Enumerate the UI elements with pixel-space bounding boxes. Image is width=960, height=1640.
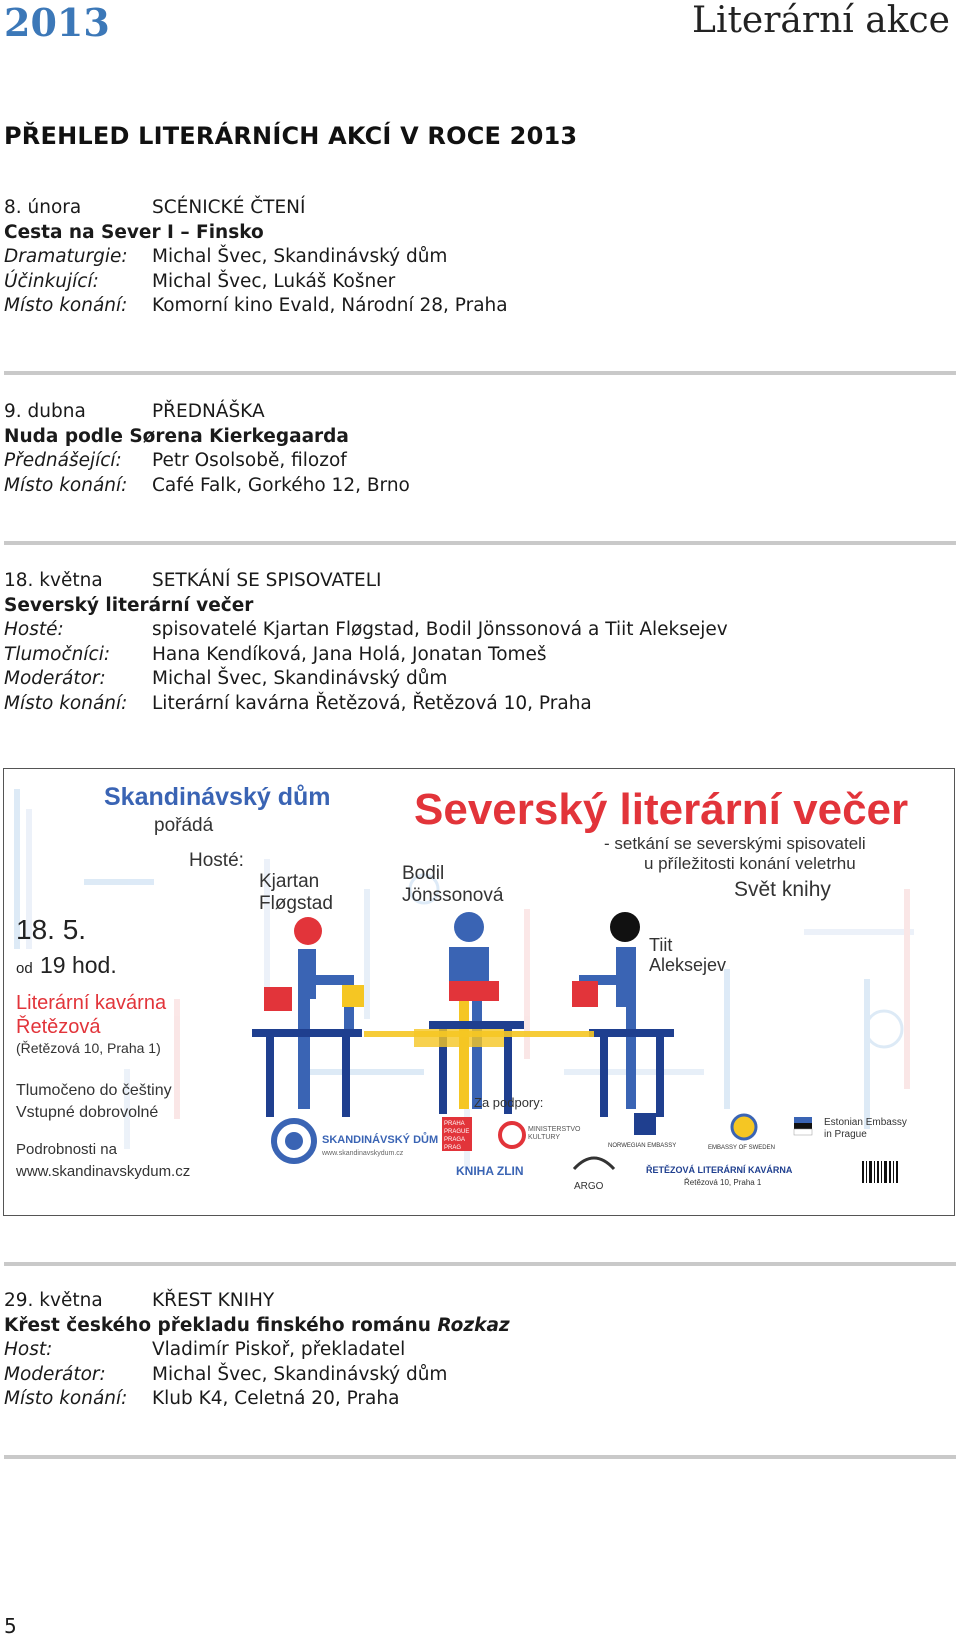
field-label: Hosté:	[4, 619, 64, 640]
poster-guest1-b: Fløgstad	[259, 893, 333, 914]
field-value: Literární kavárna Řetězová, Řetězová 10, Praha	[152, 692, 592, 714]
poster-time-prefix: od	[16, 960, 33, 977]
logo-praha-3: PRAGA	[444, 1137, 466, 1143]
field-value: Michal Švec, Skandinávský dům	[152, 1363, 448, 1385]
event-title: Nuda podle Sørena Kierkegaarda	[4, 425, 349, 447]
event-type: KŘEST KNIHY	[152, 1290, 275, 1311]
logo-kniha-zlin: KNIHA ZLIN	[456, 1164, 524, 1178]
event-1	[4, 196, 944, 319]
poster-figure-2	[414, 912, 524, 1114]
logo-norwegian-embassy	[634, 1113, 656, 1135]
separator	[4, 541, 956, 545]
page-number: 5	[4, 1614, 17, 1638]
logo-praha-2: PRAGUE	[444, 1129, 470, 1135]
event-date: 18. května	[4, 570, 103, 591]
poster-note-1: Tlumočeno do češtiny	[16, 1082, 172, 1099]
event-title	[4, 1314, 944, 1339]
field-label: Host:	[4, 1339, 53, 1360]
field-value: Michal Švec, Skandinávský dům	[152, 668, 448, 689]
event-date: 9. dubna	[4, 401, 86, 422]
event-date: 29. května	[4, 1290, 103, 1311]
poster-venue-1: Literární kavárna	[16, 992, 167, 1014]
poster-org: Skandinávský dům	[104, 783, 331, 811]
field-value: Klub K4, Celetná 20, Praha	[152, 1388, 400, 1409]
event-title-book: Rozkaz	[437, 1314, 510, 1336]
poster-venue-address: (Řetězová 10, Praha 1)	[16, 1040, 161, 1056]
separator	[4, 1262, 956, 1266]
field-value: spisovatelé Kjartan Fløgstad, Bodil Jönssonová a Tiit Aleksejev	[152, 619, 728, 640]
poster-date: 18. 5.	[16, 914, 87, 945]
field-label: Místo konání:	[4, 295, 128, 316]
logo-sd-url: www.skandinavskydum.cz	[322, 1150, 404, 1157]
logo-ret-1: ŘETĚZOVÁ LITERÁRNÍ KAVÁRNA	[646, 1165, 793, 1175]
poster-subtitle-2: u příležitosti konání veletrhu	[644, 854, 856, 873]
separator	[4, 1455, 956, 1459]
event-3	[4, 569, 944, 716]
poster-note-2: Vstupné dobrovolné	[16, 1104, 159, 1121]
poster-title: Severský literární večer	[414, 785, 909, 834]
logo-estonian-embassy	[794, 1117, 812, 1135]
field-label: Tlumočníci:	[4, 643, 111, 665]
field-label: Místo konání:	[4, 474, 128, 496]
logo-embassy-sweden	[732, 1115, 756, 1139]
logo-sd-text: SKANDINÁVSKÝ DŮM	[322, 1134, 439, 1146]
logo-argo-text: ARGO	[574, 1181, 604, 1192]
poster-table	[364, 1031, 594, 1037]
field-value: Petr Osolsobě, filozof	[152, 450, 347, 471]
logo-nor-text: NORWEGIAN EMBASSY	[608, 1143, 677, 1149]
logo-swe-text: EMBASSY OF SWEDEN	[708, 1145, 775, 1151]
poster-subtitle-3: Svět knihy	[734, 878, 831, 901]
poster-guests-label: Hosté:	[189, 850, 244, 871]
poster-org-sub: pořádá	[154, 815, 214, 836]
field-label: Místo konání:	[4, 692, 128, 714]
field-label: Dramaturgie:	[4, 246, 128, 267]
event-poster	[3, 768, 955, 1216]
header-year: 2013	[4, 0, 110, 45]
field-label: Přednášející:	[4, 450, 122, 471]
event-date: 8. února	[4, 197, 82, 218]
poster-guest2-b: Jönssonová	[402, 885, 504, 906]
field-value: Michal Švec, Skandinávský dům	[152, 246, 448, 267]
poster-guest1-a: Kjartan	[259, 871, 320, 892]
separator	[4, 371, 956, 375]
field-value: Café Falk, Gorkého 12, Brno	[152, 474, 410, 496]
field-value: Vladimír Piskoř, překladatel	[152, 1339, 406, 1360]
event-type: PŘEDNÁŠKA	[152, 401, 265, 422]
poster-graphic	[4, 769, 954, 1215]
logo-est-1: Estonian Embassy	[824, 1117, 907, 1128]
logo-min-2: KULTURY	[528, 1134, 561, 1141]
logo-praha-4: PRAG	[444, 1145, 462, 1151]
logo-est-2: in Prague	[824, 1129, 867, 1140]
event-title-prefix: Křest českého překladu finského románu	[4, 1314, 438, 1336]
field-label: Místo konání:	[4, 1388, 128, 1409]
poster-guest3-b: Aleksejev	[649, 955, 727, 975]
poster-support-label: Za podpory:	[474, 1095, 544, 1110]
event-2	[4, 400, 944, 498]
event-title: Severský literární večer	[4, 594, 254, 616]
logo-skandinavsky-dum	[274, 1121, 314, 1161]
poster-guest2-a: Bodil	[402, 863, 445, 884]
event-type: SCÉNICKÉ ČTENÍ	[152, 197, 306, 218]
field-label: Moderátor:	[4, 668, 106, 689]
poster-subtitle-1: - setkání se severskými spisovateli	[604, 834, 866, 853]
page-title: PŘEHLED LITERÁRNÍCH AKCÍ V ROCE 2013	[4, 122, 578, 150]
barcode	[862, 1161, 898, 1183]
logo-argo	[574, 1158, 614, 1169]
poster-more-1: Podrobnosti na	[16, 1141, 117, 1158]
poster-venue-2: Řetězová	[16, 1016, 101, 1038]
logo-ret-2: Řetězová 10, Praha 1	[684, 1178, 762, 1187]
field-value: Michal Švec, Lukáš Košner	[152, 270, 396, 292]
field-label: Účinkující:	[4, 270, 99, 292]
logo-praha-1: PRAHA	[444, 1121, 465, 1127]
event-title: Cesta na Sever I – Finsko	[4, 221, 264, 243]
logo-ministerstvo-kultury	[500, 1123, 524, 1147]
event-type: SETKÁNÍ SE SPISOVATELI	[152, 570, 382, 591]
field-value: Hana Kendíková, Jana Holá, Jonatan Tomeš	[152, 643, 547, 665]
event-4	[4, 1289, 944, 1412]
poster-time: 19 hod.	[40, 952, 117, 978]
logo-min-1: MINISTERSTVO	[528, 1126, 581, 1133]
field-label: Moderátor:	[4, 1363, 106, 1385]
header-section: Literární akce	[692, 0, 950, 41]
field-value: Komorní kino Evald, Národní 28, Praha	[152, 295, 508, 316]
poster-more-2: www.skandinavskydum.cz	[16, 1163, 191, 1180]
poster-guest3-a: Tiit	[649, 935, 673, 955]
